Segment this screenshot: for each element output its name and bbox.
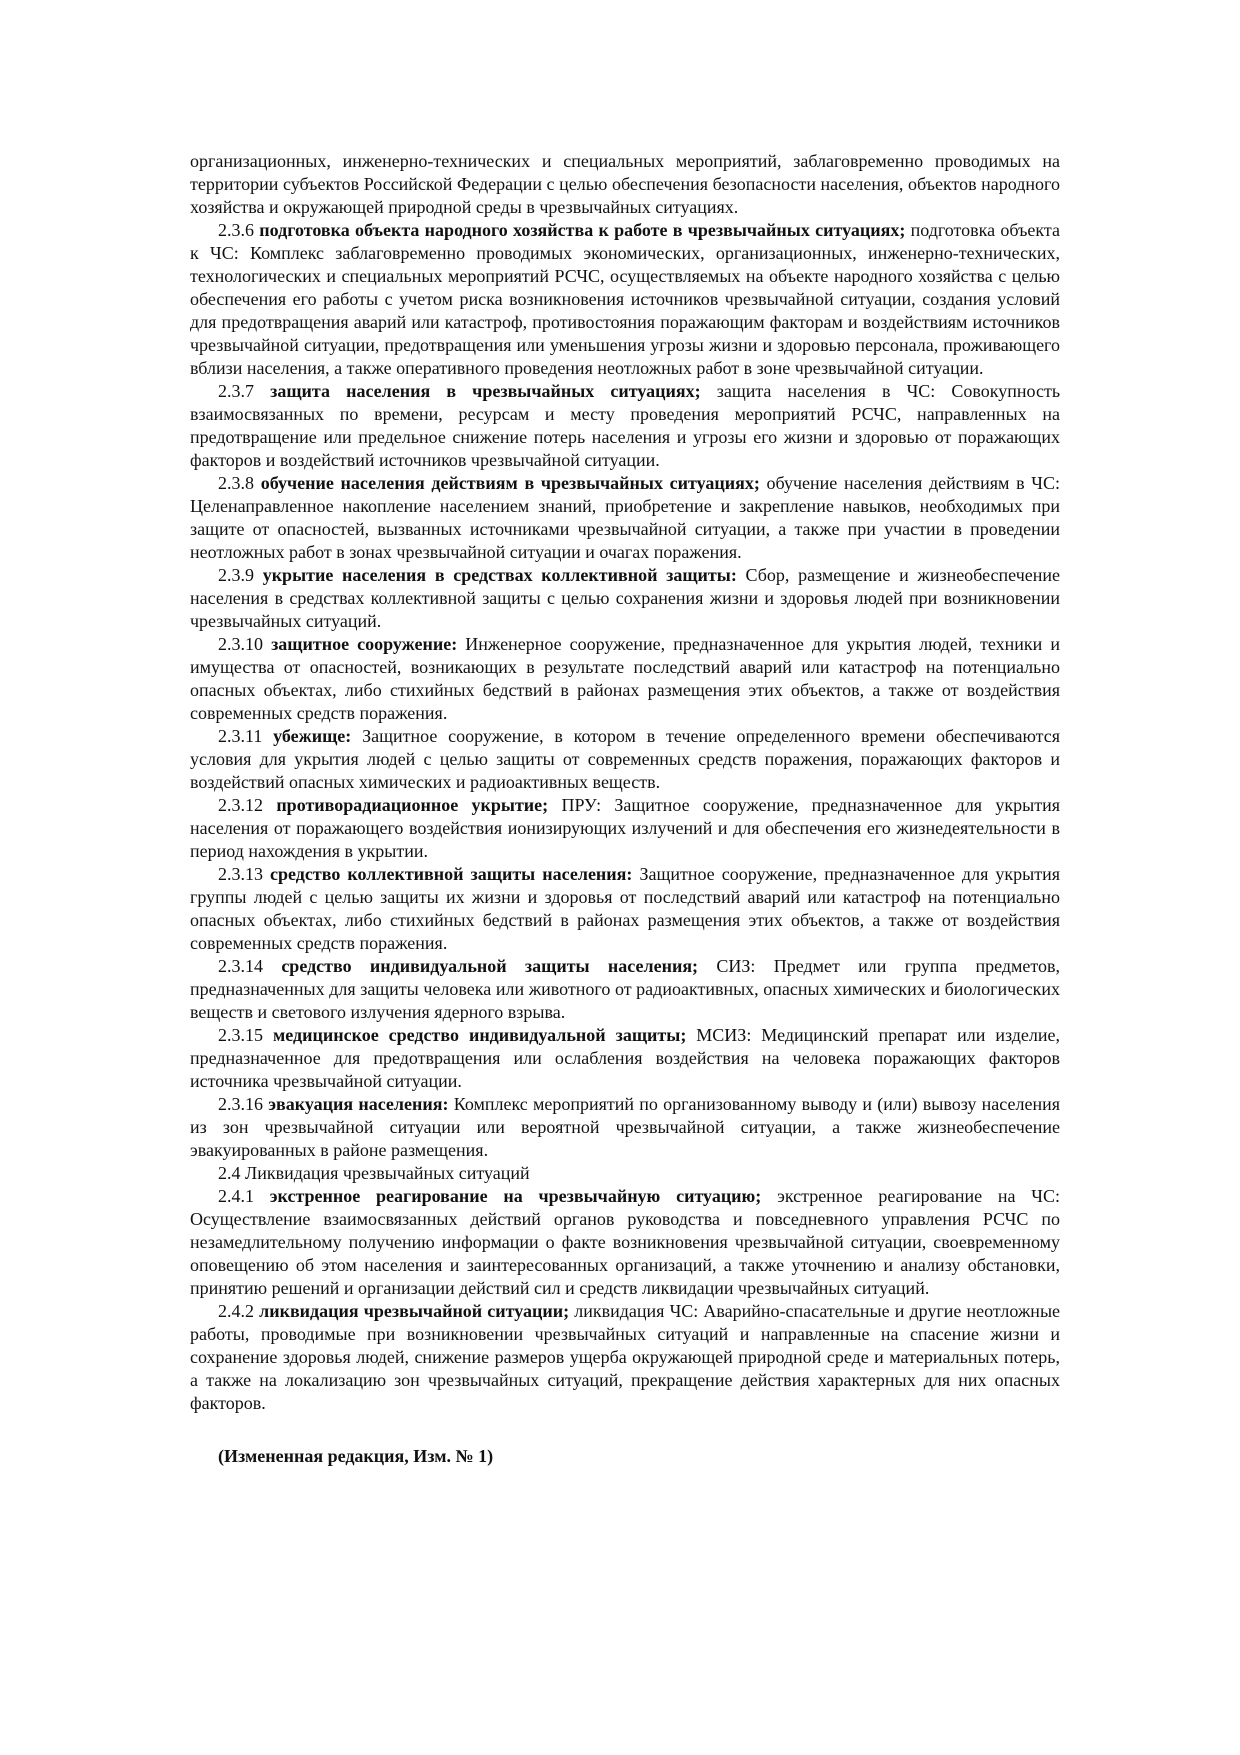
paragraph [190,794,1060,863]
clause-number: 2.3.15 [218,1025,263,1045]
document-page [190,150,1060,1486]
clause-number: 2.4.2 [218,1301,254,1321]
revision-note: (Измененная редакция, Изм. № 1) [218,1446,494,1466]
term: защита населения в чрезвычайных ситуациях; [270,381,701,401]
clause-number: 2.3.14 [218,956,263,976]
paragraph [190,1093,1060,1162]
clause-number: 2.3.12 [218,795,263,815]
definition-text: МСИЗ: Медицинский препарат или изделие, предназначенное для предотвращения или ослабления воздействия на человека поражающих факторов источника чрезвычайной ситуации. [190,1025,1061,1091]
definition-text: Ликвидация чрезвычайных ситуаций [245,1163,530,1183]
paragraph [190,1300,1060,1415]
paragraph [190,219,1060,380]
term: экстренное реагирование на чрезвычайную ситуацию; [269,1186,762,1206]
term: эвакуация населения: [268,1094,449,1114]
clause-number: 2.3.16 [218,1094,263,1114]
clause-number: 2.3.9 [218,565,254,585]
definition-text: Сбор, размещение и жизнеобеспечение населения в средствах коллективной защиты с целью сохранения жизни и здоровья людей при возникновении чрезвычайных ситуаций. [190,565,1061,631]
definition-text: защита населения в ЧС: Совокупность взаимосвязанных по времени, ресурсам и месту проведения мероприятий РСЧС, направленных на предотвращение или предельное снижение потерь населения и угрозы его жизни и здоровью от поражающих факторов и воздействий источников чрезвычайной ситуации. [190,381,1061,470]
term: укрытие населения в средствах коллективной защиты: [262,565,737,585]
paragraph [190,472,1060,564]
definition-text: организационных, инженерно-технических и специальных мероприятий, заблаговременно проводимых на территории субъектов Российской Федерации с целью обеспечения безопасности населения, объектов народного хозяйства и окружающей природной среды в чрезвычайных ситуациях. [190,151,1060,217]
clause-number: 2.3.11 [218,726,263,746]
term: обучение населения действиям в чрезвычайных ситуациях; [260,473,760,493]
term: ликвидация чрезвычайной ситуации; [259,1301,570,1321]
clause-number: 2.4.1 [218,1186,254,1206]
paragraph [190,725,1060,794]
paragraph [190,955,1060,1024]
term: противорадиационное укрытие; [276,795,549,815]
paragraph [190,380,1060,472]
term: медицинское средство индивидуальной защиты; [272,1025,687,1045]
definition-text: ПРУ: Защитное сооружение, предназначенное для укрытия населения от поражающего воздействия ионизирующих излучений и для обеспечения его жизнедеятельности в период нахождения в укрытии. [190,795,1061,861]
definition-text: Инженерное сооружение, предназначенное для укрытия людей, техники и имущества от опасностей, возникающих в результате последствий аварий или катастроф на потенциально опасных объектах, либо стихийных бедствий в районах размещения этих объектов, а также от воздействия современных средств поражения. [190,634,1060,723]
definition-text: Защитное сооружение, предназначенное для укрытия группы людей с целью защиты их жизни и здоровья от последствий аварий или катастроф на потенциально опасных объектах, либо стихийных бедствий в районах размещения этих объектов, а также от воздействия современных средств поражения. [190,864,1061,953]
clause-number: 2.3.10 [218,634,263,654]
clause-number: 2.4 [218,1163,241,1183]
clause-number: 2.3.13 [218,864,263,884]
definition-text: Комплекс мероприятий по организованному выводу и (или) вывозу населения из зон чрезвычайной ситуации или вероятной чрезвычайной ситуации, а также жизнеобеспечение эвакуированных в районе размещения. [190,1094,1061,1160]
definition-text: подготовка объекта к ЧС: Комплекс заблаговременно проводимых экономических, организационных, инженерно-технических, технологических и специальных мероприятий РСЧС, осуществляемых на объекте народного хозяйства с целью обеспечения его работы с учетом риска возникновения источников чрезвычайной ситуации, создания условий для предотвращения аварий или катастроф, противостояния поражающим факторам и воздействиям источников чрезвычайной ситуации, предотвращения или уменьшения угрозы жизни и здоровью персонала, проживающего вблизи населения, а также оперативного проведения неотложных работ в зоне чрезвычайной ситуации. [190,220,1060,378]
paragraph [190,150,1060,219]
definition-text: экстренное реагирование на ЧС: Осуществление взаимосвязанных действий органов руководства и повседневного управления РСЧС по незамедлительному получению информации о факте возникновения чрезвычайной ситуации, своевременному оповещению об этом населения и заинтересованных организаций, а также уточнению и анализу обстановки, принятию решений и организации действий сил и средств ликвидации чрезвычайных ситуаций. [190,1186,1061,1298]
definition-text: Защитное сооружение, в котором в течение определенного времени обеспечиваются условия для укрытия людей с целью защиты от современных средств поражения, поражающих факторов и воздействий опасных химических и радиоактивных веществ. [190,726,1061,792]
clause-number: 2.3.8 [218,473,254,493]
paragraph [190,1185,1060,1300]
paragraph [190,863,1060,955]
document-body [190,150,1060,1415]
term: защитное сооружение: [271,634,458,654]
definition-text: ликвидация ЧС: Аварийно-спасательные и другие неотложные работы, проводимые при возникновении чрезвычайных ситуаций и направленные на спасение жизни и сохранение здоровья людей, снижение размеров ущерба окружающей природной среде и материальных потерь, а также на локализацию зон чрезвычайных ситуаций, прекращение действия характерных для них опасных факторов. [190,1301,1061,1413]
definition-text: СИЗ: Предмет или группа предметов, предназначенных для защиты человека или животного от радиоактивных, опасных химических и биологических веществ и светового излучения ядерного взрыва. [190,956,1060,1022]
paragraph [190,564,1060,633]
term: средство индивидуальной защиты населения; [281,956,699,976]
definition-text: обучение населения действиям в ЧС: Целенаправленное накопление населением знаний, приобретение и закрепление навыков, необходимых при защите от опасностей, вызванных источниками чрезвычайной ситуации, а также при участии в проведении неотложных работ в зонах чрезвычайной ситуации и очагах поражения. [190,473,1061,562]
paragraph [190,1024,1060,1093]
clause-number: 2.3.6 [218,220,254,240]
term: подготовка объекта народного хозяйства к работе в чрезвычайных ситуациях; [259,220,906,240]
paragraph [190,1162,1060,1185]
clause-number: 2.3.7 [218,381,254,401]
term: убежище: [273,726,352,746]
paragraph [190,633,1060,725]
term: средство коллективной защиты населения: [270,864,633,884]
